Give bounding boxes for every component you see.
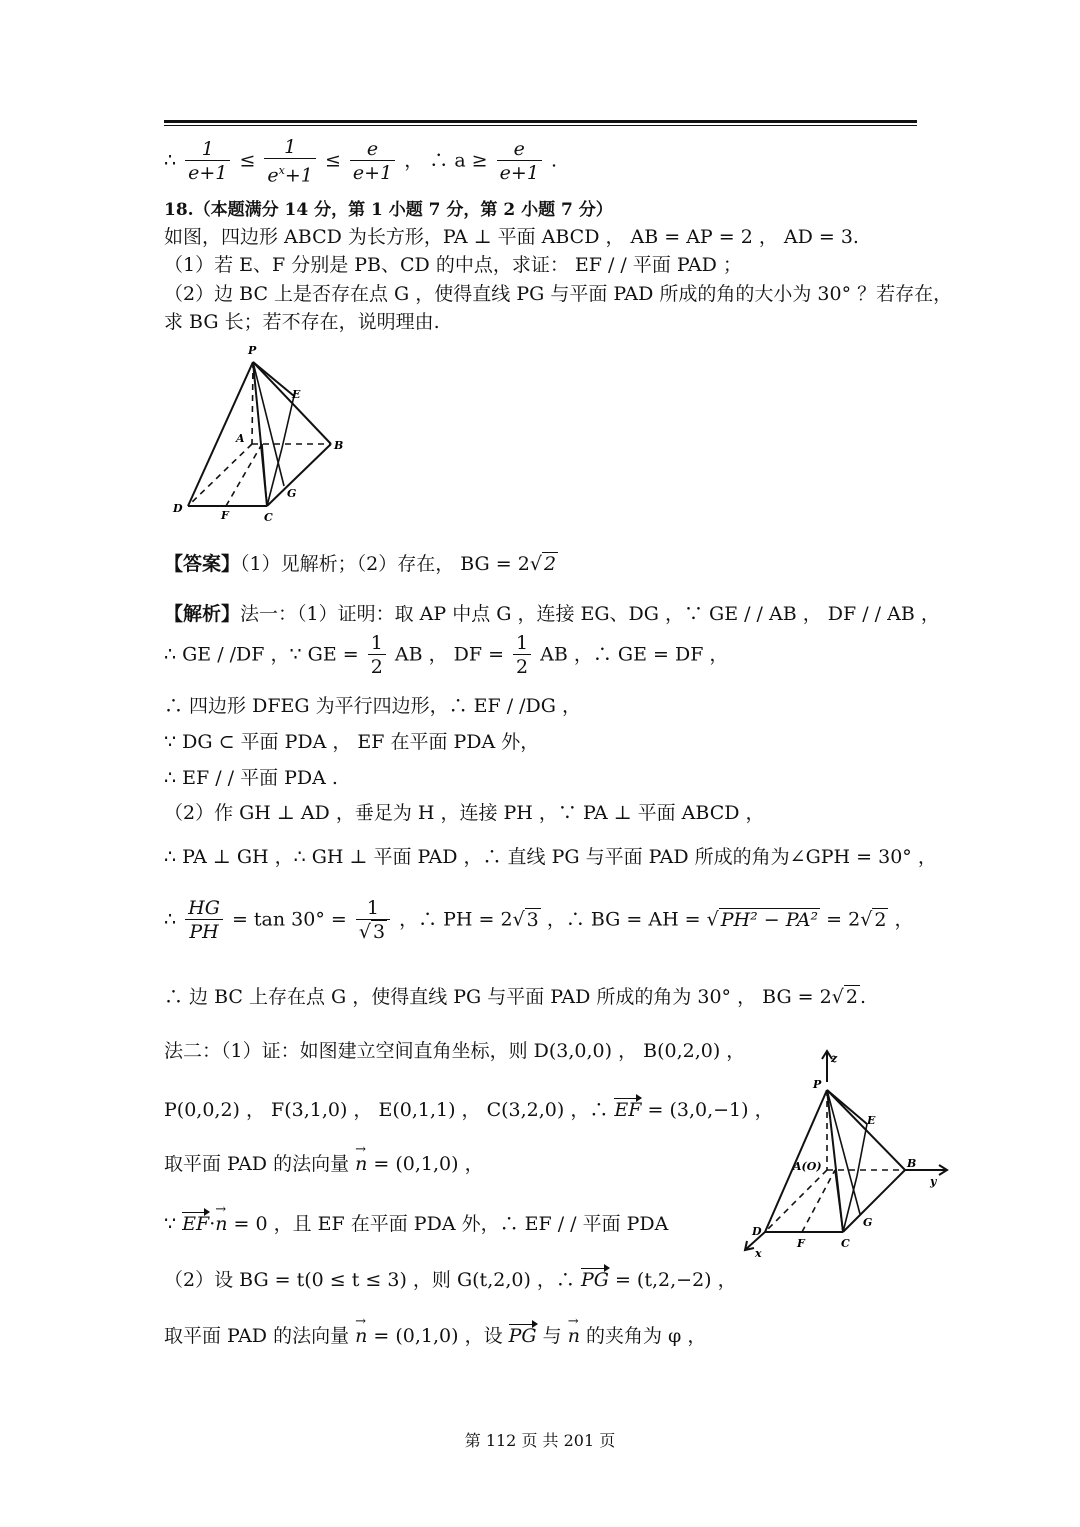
fig1-label-G: G bbox=[287, 487, 297, 500]
fig2-label-C: C bbox=[841, 1237, 850, 1250]
fig2-label-y: y bbox=[930, 1175, 937, 1188]
page-footer: 第 112 页 共 201 页 bbox=[464, 1431, 616, 1450]
analysis-line-9: ∴ 边 BC 上存在点 G ，使得直线 PG 与平面 PAD 所成的角为 30° ， BG = 2√ 2 . bbox=[164, 986, 866, 1008]
analysis-line-6: （2）作 GH ⊥ AD ，垂足为 H ，连接 PH ，∵ PA ⊥ 平面 ABCD ， bbox=[164, 802, 765, 824]
analysis-line-7: ∴ PA ⊥ GH ，∴ GH ⊥ 平面 PAD ，∴ 直线 PG 与平面 PAD 所成的角为∠GPH = 30° ， bbox=[164, 846, 937, 868]
fig2-label-F: F bbox=[797, 1237, 805, 1250]
analysis-line-1: 【解析】法一：（1）证明：取 AP 中点 G ，连接 EG、DG ，∵ GE / / AB ， DF / / AB ， bbox=[164, 603, 940, 625]
method2-line-6: 取平面 PAD 的法向量 n → = (0,1,0) ，设 PG 与 n → 的夹角为 φ ， bbox=[164, 1324, 706, 1348]
fig1-label-F: F bbox=[221, 509, 229, 522]
coordinate-pyramid-figure bbox=[735, 1046, 955, 1260]
method2-line-2: P(0,0,2) ， F(3,1,0) ， E(0,1,1) ， C(3,2,0) ，∴ EF = (3,0,−1) ， bbox=[164, 1099, 774, 1121]
fig1-label-E: E bbox=[292, 388, 301, 401]
fig2-label-G: G bbox=[863, 1216, 873, 1229]
fig2-label-E: E bbox=[867, 1114, 876, 1127]
method2-line-4: ∵ EF·n → = 0 ，且 EF 在平面 PDA 外，∴ EF / / 平面 PDA bbox=[164, 1212, 668, 1236]
analysis-line-4: ∵ DG ⊂ 平面 PDA ， EF 在平面 PDA 外， bbox=[164, 731, 540, 753]
answer-line: 【答案】（1）见解析；（2）存在， BG = 2√ 2 bbox=[164, 553, 557, 575]
problem-q1: （1）若 E、F 分别是 PB、CD 的中点，求证： EF / / 平面 PAD ； bbox=[164, 254, 742, 276]
inequality-line: ∴ $\frac{1}{e+1}$ ≤ $\frac{1}{e^x+1}$ ≤ $\frac{e}{e+1}$ ， ∴ a ≥ $\frac{e}{e+1}$ . bbox=[164, 136, 558, 187]
analysis-line-5: ∴ EF / / 平面 PDA . bbox=[164, 767, 338, 789]
method2-line-3: 取平面 PAD 的法向量 n → = (0,1,0) ， bbox=[164, 1152, 484, 1176]
fig1-label-D: D bbox=[173, 502, 183, 515]
fig2-label-z: z bbox=[831, 1052, 838, 1065]
problem-heading: 18.（本题满分 14 分，第 1 小题 7 分，第 2 小题 7 分） bbox=[164, 200, 613, 220]
header-rule-thick bbox=[164, 120, 917, 123]
fig1-label-P: P bbox=[248, 344, 257, 357]
problem-q2-line2: 求 BG 长；若不存在，说明理由. bbox=[164, 311, 440, 333]
pyramid-figure bbox=[164, 338, 364, 528]
fig1-label-B: B bbox=[334, 439, 344, 452]
fig1-label-A: A bbox=[236, 432, 245, 445]
fig2-label-A-origin: A(O) bbox=[793, 1160, 822, 1173]
fig2-label-x: x bbox=[755, 1247, 762, 1260]
fig2-label-D: D bbox=[752, 1225, 762, 1238]
method2-line-5: （2）设 BG = t(0 ≤ t ≤ 3) ，则 G(t,2,0) ，∴ PG = (t,2,−2) ， bbox=[164, 1269, 737, 1291]
header-rule-thin bbox=[164, 125, 917, 126]
analysis-line-2: ∴ GE / /DF ，∵ GE = $\frac{1}{2}$ AB ， DF = $\frac{1}{2}$ AB ，∴ GE = DF ， bbox=[164, 632, 729, 678]
method2-line-1: 法二：（1）证：如图建立空间直角坐标，则 D(3,0,0) ， B(0,2,0) ， bbox=[164, 1040, 746, 1062]
fig2-label-B: B bbox=[907, 1157, 917, 1170]
problem-stem: 如图，四边形 ABCD 为长方形，PA ⊥ 平面 ABCD ， AB = AP = 2 ， AD = 3. bbox=[164, 226, 859, 248]
fig2-label-P: P bbox=[813, 1078, 822, 1091]
analysis-line-8: ∴ $\frac{HG}{PH}$ = tan 30° = $\frac{1}{√ 3}$ ，∴ PH = 2√ 3 ，∴ BG = AH = √ PH² − PA² = 2√ 2 ， bbox=[164, 897, 914, 943]
problem-q2-line1: （2）边 BC 上是否存在点 G ，使得直线 PG 与平面 PAD 所成的角的大小为 30° ？若存在， bbox=[164, 283, 953, 305]
analysis-line-3: ∴ 四边形 DFEG 为平行四边形，∴ EF / /DG ， bbox=[164, 695, 582, 717]
fig1-label-C: C bbox=[264, 511, 273, 524]
